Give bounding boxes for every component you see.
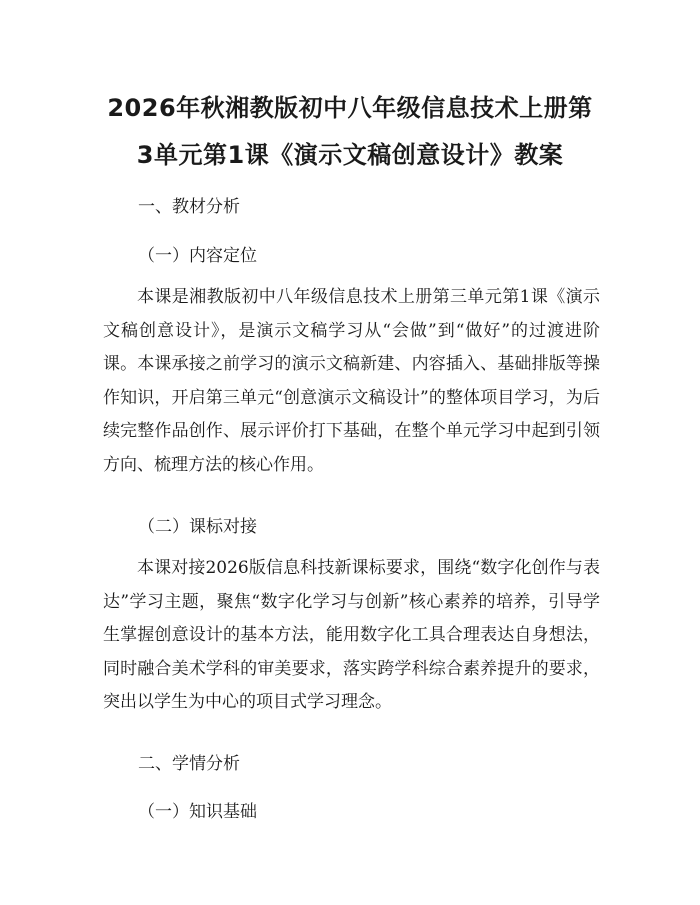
- document-title-line-2: 3单元第1课《演示文稿创意设计》教案: [136, 141, 564, 169]
- subsection-heading-curriculum-alignment: （二）课标对接: [138, 517, 257, 537]
- subsection-heading-knowledge-foundation: （一）知识基础: [138, 802, 257, 822]
- document-title-line-1: 2026年秋湘教版初中八年级信息技术上册第: [107, 94, 593, 122]
- section-heading-teaching-material-analysis: 一、教材分析: [138, 197, 240, 217]
- subsection-heading-content-positioning: （一）内容定位: [138, 246, 257, 266]
- section-heading-learner-analysis: 二、学情分析: [138, 754, 240, 774]
- paragraph-content-positioning: 本课是湘教版初中八年级信息技术上册第三单元第1课《演示文稿创意设计》，是演示文稿学习从“会做”到“做好”的过渡进阶课。本课承接之前学习的演示文稿新建、内容插入、基础排版等操作知识，开启第三单元“创意演示文稿设计”的整体项目学习，为后续完整作品创作、展示评价打下基础，在整个单元学习中起到引领方向、梳理方法的核心作用。: [103, 287, 600, 475]
- paragraph-curriculum-alignment: 本课对接2026版信息科技新课标要求，围绕“数字化创作与表达”学习主题，聚焦“数字化学习与创新”核心素养的培养，引导学生掌握创意设计的基本方法，能用数字化工具合理表达自身想法，同时融合美术学科的审美要求，落实跨学科综合素养提升的要求，突出以学生为中心的项目式学习理念。: [103, 558, 600, 713]
